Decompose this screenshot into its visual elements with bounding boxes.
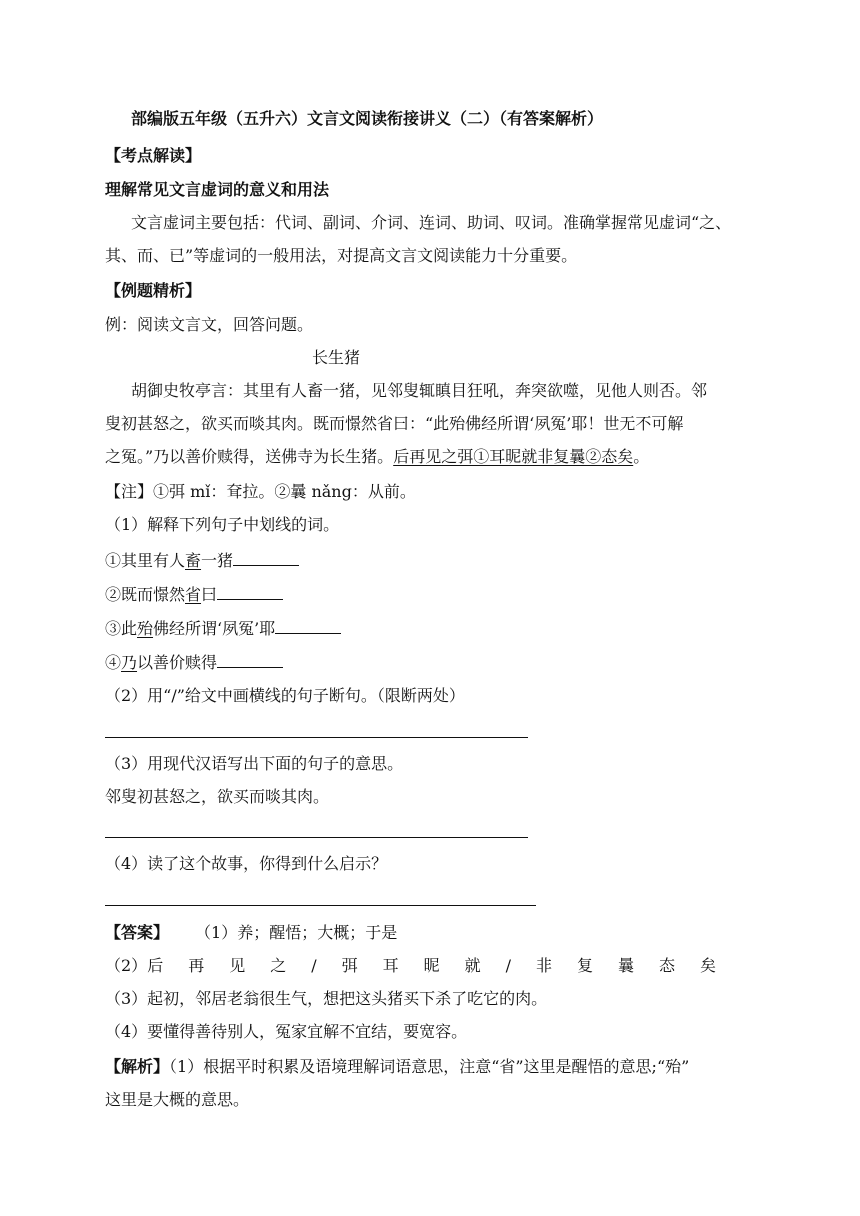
answer-line-1 — [105, 922, 397, 944]
passage-title: 长生猪 — [312, 348, 361, 367]
passage-line-3-text: 之冤。”乃以善价赎得，送佛寺为长生猪。 — [105, 447, 394, 466]
analysis-line-2: 这里是大概的意思。 — [105, 1090, 250, 1109]
intro-paragraph-line-1: 文言虚词主要包括：代词、副词、介词、连词、助词、叹词。准确掌握常见虚词“之、 — [131, 213, 732, 232]
item-text: ④ — [105, 653, 122, 672]
underlined-word: 殆 — [137, 619, 154, 638]
underlined-word: 畜 — [185, 551, 202, 570]
item-text: ①其里有人 — [105, 551, 186, 570]
intro-paragraph-line-2: 其、而、已”等虚词的一般用法，对提高文言文阅读能力十分重要。 — [105, 246, 578, 265]
question-1-item-3 — [105, 617, 341, 640]
answer-4: （4）要懂得善待别人，冤家宜解不宜结，要宽容。 — [105, 1022, 468, 1041]
section-subtitle: 理解常见文言虚词的意义和用法 — [105, 180, 330, 199]
item-text: 佛经所谓‘夙冤’耶 — [153, 619, 276, 638]
item-text: ③此 — [105, 619, 138, 638]
question-1-item-2 — [105, 583, 283, 606]
answer-3: （3）起初，邻居老翁很生气，想把这头猪买下杀了吃它的肉。 — [105, 989, 548, 1008]
question-1-prompt: （1）解释下列句子中划线的词。 — [105, 515, 340, 534]
passage-line-2: 叟初甚怒之，欲买而啖其肉。既而憬然省曰：“此殆佛经所谓‘夙冤’耶！世无不可解 — [105, 414, 684, 433]
item-text: 曰 — [201, 585, 218, 604]
example-prompt: 例：阅读文言文，回答问题。 — [105, 315, 314, 334]
answer-1: （1）养；醒悟；大概；于是 — [195, 923, 398, 942]
passage-line-1: 胡御史牧亭言：其里有人畜一猪，见邻叟辄瞋目狂吼，奔突欲噬，见他人则否。邻 — [131, 381, 708, 400]
passage-line-3-end: 。 — [633, 447, 650, 466]
analysis-text: （1）根据平时积累及语境理解词语意思，注意“省”这里是醒悟的意思;“殆” — [169, 1057, 690, 1076]
answer-blank[interactable] — [233, 549, 299, 566]
answer-line-q3[interactable] — [105, 837, 528, 838]
underlined-word: 省 — [185, 585, 202, 604]
question-1-item-4 — [105, 651, 283, 674]
question-3-prompt: （3）用现代汉语写出下面的句子的意思。 — [105, 754, 404, 773]
answer-2-prefix: （2） — [105, 956, 148, 975]
answer-blank[interactable] — [275, 617, 341, 634]
underlined-word: 乃 — [121, 653, 138, 672]
annotation-note: 【注】①弭 mǐ：耷拉。②曩 nǎng：从前。 — [105, 482, 416, 501]
section-header-key-points: 【考点解读】 — [105, 146, 202, 165]
answer-label: 【答案】 — [105, 923, 170, 942]
answer-2: 后再见之/弭耳昵就/非复曩态矣 — [147, 956, 741, 975]
question-3-sentence: 邻叟初甚怒之，欲买而啖其肉。 — [105, 787, 330, 806]
answer-blank[interactable] — [217, 651, 283, 668]
section-header-examples: 【例题精析】 — [105, 281, 202, 300]
item-text: ②既而憬然 — [105, 585, 186, 604]
answer-line-q2[interactable] — [105, 737, 528, 738]
passage-underlined-sentence: 后再见之弭①耳昵就非复曩②态矣 — [393, 447, 634, 466]
document-title: 部编版五年级（五升六）文言文阅读衔接讲义（二）（有答案解析） — [131, 109, 604, 128]
question-2-prompt: （2）用“/”给文中画横线的句子断句。（限断两处） — [105, 686, 465, 705]
item-text: 一猪 — [201, 551, 234, 570]
question-1-item-1 — [105, 549, 299, 572]
answer-line-q4[interactable] — [105, 905, 536, 906]
analysis-label: 【解析】 — [105, 1057, 170, 1076]
question-4-prompt: （4）读了这个故事，你得到什么启示？ — [105, 854, 388, 873]
analysis-line-1 — [105, 1056, 689, 1078]
passage-line-3 — [105, 446, 649, 468]
answer-line-2 — [105, 955, 741, 977]
item-text: 以善价赎得 — [137, 653, 218, 672]
answer-blank[interactable] — [217, 583, 283, 600]
